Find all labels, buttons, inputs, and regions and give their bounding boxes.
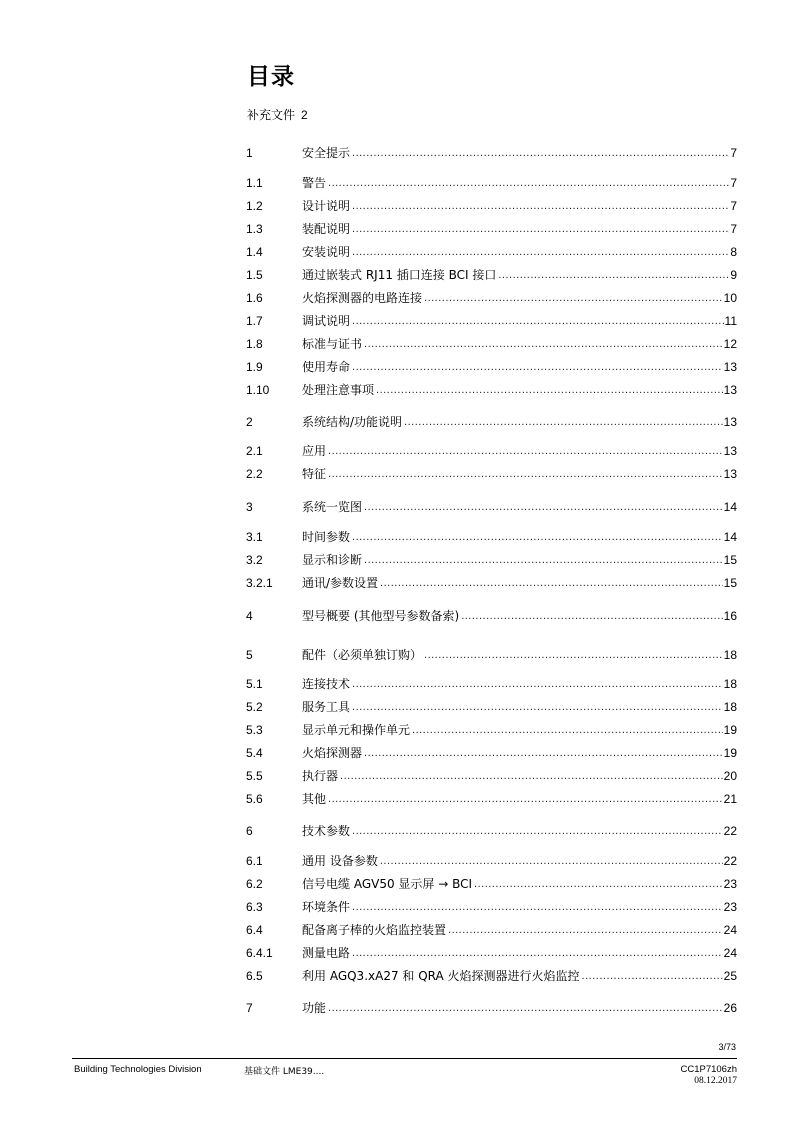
toc-entry[interactable]: [246, 608, 737, 624]
toc-entry-title: 服务工具: [302, 700, 351, 714]
toc-entry-number: 6.2: [246, 877, 263, 891]
toc-dot-leader: [424, 647, 723, 663]
toc-entry-title: 型号概要 (其他型号参数备索): [302, 609, 460, 623]
toc-entry-page: 13: [723, 444, 737, 458]
toc-dot-leader: [328, 466, 723, 482]
toc-entry-number: 3.1: [246, 530, 263, 544]
toc-entry-title: 其他: [302, 792, 327, 806]
toc-dot-leader: [328, 791, 723, 807]
toc-dot-leader: [328, 1000, 723, 1016]
toc-entry[interactable]: [246, 244, 737, 260]
toc-entry-number: 5.5: [246, 769, 263, 783]
toc-entry-number: 1.3: [246, 222, 263, 236]
toc-dot-leader: [380, 853, 723, 869]
toc-dot-leader: [364, 499, 723, 515]
toc-entry[interactable]: [246, 722, 737, 738]
toc-entry-title: 配件（必须单独订购）: [302, 648, 423, 662]
toc-entry-title: 系统结构/功能说明: [302, 415, 403, 429]
footer-document: 基础文件 LME39....: [244, 1067, 325, 1077]
toc-entry[interactable]: [246, 745, 737, 761]
toc-dot-leader: [352, 823, 723, 839]
toc-entry-number: 1.4: [246, 245, 263, 259]
toc-entry-title: 安装说明: [302, 245, 351, 259]
toc-entry[interactable]: [246, 791, 737, 807]
toc-entry[interactable]: [246, 175, 737, 191]
footer-code: CC1P7106zh: [680, 1064, 737, 1075]
toc-entry-page: 23: [723, 877, 737, 891]
toc-entry[interactable]: [246, 647, 737, 663]
toc-entry-page: 7: [730, 222, 737, 236]
toc-entry-number: 5.3: [246, 723, 263, 737]
toc-entry-number: 1.2: [246, 199, 263, 213]
toc-entry[interactable]: [246, 945, 737, 961]
toc-entry-page: 13: [723, 383, 737, 397]
toc-entry-page: 10: [723, 291, 737, 305]
toc-entry-title: 火焰探测器的电路连接: [302, 291, 423, 305]
toc-entry-page: 24: [723, 946, 737, 960]
toc-entry-title: 应用: [302, 444, 327, 458]
toc-entry-title: 火焰探测器: [302, 746, 363, 760]
toc-dot-leader: [448, 922, 723, 938]
toc-dot-leader: [380, 575, 723, 591]
toc-entry-number: 1.10: [246, 383, 270, 397]
toc-entry-title: 环境条件: [302, 900, 351, 914]
toc-entry-page: 21: [723, 792, 737, 806]
toc-entry-number: 1.5: [246, 268, 263, 282]
toc-entry-title: 显示单元和操作单元: [302, 723, 411, 737]
toc-entry-number: 3.2: [246, 553, 263, 567]
toc-entry-page: 7: [730, 199, 737, 213]
toc-entry-title: 警告: [302, 176, 327, 190]
toc-entry-number: 7: [246, 1001, 253, 1015]
toc-entry-title: 设计说明: [302, 199, 351, 213]
toc-dot-leader: [352, 529, 723, 545]
toc-dot-leader: [352, 899, 723, 915]
toc-entry-title: 通讯/参数设置: [302, 576, 379, 590]
toc-entry[interactable]: [246, 922, 737, 938]
toc-entry-page: 25: [723, 969, 737, 983]
toc-entry-number: 6.5: [246, 969, 263, 983]
page-title: 目录: [247, 64, 295, 90]
toc-entry-number: 1.1: [246, 176, 263, 190]
toc-entry-number: 3.2.1: [246, 576, 273, 590]
toc-entry-page: 22: [723, 824, 737, 838]
supplement-label: 补充文件: [247, 108, 296, 122]
supplement-line: [247, 106, 308, 123]
toc-entry[interactable]: [246, 676, 737, 692]
toc-entry-page: 13: [723, 360, 737, 374]
toc-entry-number: 6.4: [246, 923, 263, 937]
toc-entry-number: 1.9: [246, 360, 263, 374]
toc-dot-leader: [352, 676, 723, 692]
toc-entry[interactable]: [246, 145, 737, 161]
toc-entry-page: 15: [723, 576, 737, 590]
toc-dot-leader: [461, 608, 722, 624]
toc-entry-page: 11: [724, 314, 737, 328]
toc-dot-leader: [352, 244, 729, 260]
toc-entry-number: 6.1: [246, 854, 263, 868]
toc-entry-title: 显示和诊断: [302, 553, 363, 567]
toc-entry-title: 装配说明: [302, 222, 351, 236]
toc-entry-page: 13: [723, 415, 737, 429]
toc-entry[interactable]: [246, 290, 737, 306]
toc-entry-number: 6.4.1: [246, 946, 273, 960]
toc-entry-page: 12: [723, 337, 737, 351]
toc-entry-title: 测量电路: [302, 946, 351, 960]
toc-entry[interactable]: [246, 267, 737, 283]
toc-dot-leader: [376, 382, 723, 398]
toc-entry[interactable]: [246, 699, 737, 715]
toc-entry-number: 5: [246, 648, 253, 662]
footer-rule: [72, 1058, 737, 1059]
toc-dot-leader: [412, 722, 723, 738]
toc-entry-title: 系统一览图: [302, 500, 363, 514]
toc-entry-title: 利用 AGQ3.xA27 和 QRA 火焰探测器进行火焰监控: [302, 969, 580, 983]
toc-dot-leader: [364, 336, 723, 352]
toc-entry-page: 22: [723, 854, 737, 868]
toc-entry-number: 2.2: [246, 467, 263, 481]
toc-entry-title: 功能: [302, 1001, 327, 1015]
toc-entry-number: 6: [246, 824, 253, 838]
toc-entry-number: 2.1: [246, 444, 263, 458]
toc-entry-page: 15: [723, 553, 737, 567]
toc-entry-number: 3: [246, 500, 253, 514]
footer-date: 08.12.2017: [694, 1076, 737, 1086]
toc-entry-page: 18: [723, 700, 737, 714]
toc-entry-page: 7: [730, 176, 737, 190]
toc-entry[interactable]: [246, 359, 737, 375]
toc-entry-title: 连接技术: [302, 677, 351, 691]
footer-division: Building Technologies Division: [74, 1064, 202, 1075]
toc-entry-number: 5.4: [246, 746, 263, 760]
toc-entry-title: 安全提示: [302, 146, 351, 160]
toc-entry[interactable]: [246, 899, 737, 915]
toc-dot-leader: [498, 267, 729, 283]
toc-entry-page: 20: [723, 769, 737, 783]
toc-entry-title: 标准与证书: [302, 337, 363, 351]
toc-entry[interactable]: [246, 466, 737, 482]
toc-entry[interactable]: [246, 499, 737, 515]
toc-entry-number: 5.6: [246, 792, 263, 806]
toc-entry-page: 7: [730, 146, 737, 160]
toc-dot-leader: [364, 552, 723, 568]
toc-dot-leader: [352, 145, 729, 161]
toc-entry-page: 19: [723, 723, 737, 737]
toc-entry[interactable]: [246, 382, 737, 398]
toc-entry-page: 24: [723, 923, 737, 937]
toc-entry-number: 1.6: [246, 291, 263, 305]
toc-entry-number: 4: [246, 609, 253, 623]
toc-entry-title: 调试说明: [302, 314, 351, 328]
toc-entry[interactable]: [246, 198, 737, 214]
toc-entry[interactable]: [246, 1000, 737, 1016]
toc-dot-leader: [352, 359, 723, 375]
toc-entry-number: 6.3: [246, 900, 263, 914]
toc-entry-title: 技术参数: [302, 824, 351, 838]
toc-entry[interactable]: [246, 443, 737, 459]
toc-entry[interactable]: [246, 552, 737, 568]
toc-dot-leader: [352, 699, 723, 715]
toc-dot-leader: [352, 945, 723, 961]
toc-dot-leader: [424, 290, 723, 306]
toc-entry-page: 14: [723, 500, 737, 514]
toc-entry-title: 时间参数: [302, 530, 351, 544]
toc-entry-title: 执行器: [302, 769, 339, 783]
toc-entry-page: 13: [723, 467, 737, 481]
toc-entry[interactable]: [246, 876, 737, 892]
toc-entry[interactable]: [246, 768, 737, 784]
toc-entry-number: 5.2: [246, 700, 263, 714]
toc-entry-page: 23: [723, 900, 737, 914]
toc-dot-leader: [474, 876, 723, 892]
toc-entry-page: 26: [723, 1001, 737, 1015]
toc-entry-title: 信号电缆 AGV50 显示屏 → BCI: [302, 877, 473, 891]
toc-dot-leader: [352, 198, 729, 214]
toc-entry-page: 9: [730, 268, 737, 282]
toc-entry-title: 使用寿命: [302, 360, 351, 374]
toc-entry-page: 18: [723, 677, 737, 691]
toc-entry-page: 18: [723, 648, 737, 662]
toc-dot-leader: [364, 745, 723, 761]
toc-entry-number: 1.7: [246, 314, 263, 328]
toc-entry-title: 配备离子棒的火焰监控装置: [302, 923, 447, 937]
toc-dot-leader: [352, 221, 729, 237]
toc-entry[interactable]: [246, 575, 737, 591]
toc-entry-page: 8: [730, 245, 737, 259]
toc-entry[interactable]: [246, 968, 737, 984]
toc-entry-title: 通用 设备参数: [302, 854, 378, 868]
toc-entry-number: 2: [246, 415, 253, 429]
toc-entry[interactable]: [246, 529, 737, 545]
toc-dot-leader: [340, 768, 723, 784]
toc-entry[interactable]: [246, 221, 737, 237]
supplement-page: 2: [301, 108, 308, 122]
toc-entry-page: 14: [723, 530, 737, 544]
toc-entry-title: 特征: [302, 467, 327, 481]
toc-entry[interactable]: [246, 313, 737, 329]
toc-entry[interactable]: [246, 853, 737, 869]
toc-entry[interactable]: [246, 414, 737, 430]
toc-dot-leader: [328, 175, 729, 191]
toc-entry-number: 1.8: [246, 337, 263, 351]
toc-entry-title: 处理注意事项: [302, 383, 375, 397]
toc-entry-page: 16: [723, 609, 737, 623]
toc-entry[interactable]: [246, 336, 737, 352]
toc-entry-page: 19: [723, 746, 737, 760]
toc-entry-title: 通过嵌装式 RJ11 插口连接 BCI 接口: [302, 268, 497, 282]
toc-entry[interactable]: [246, 823, 737, 839]
toc-dot-leader: [582, 968, 723, 984]
page-number: 3/73: [718, 1042, 736, 1052]
toc-dot-leader: [404, 414, 723, 430]
toc-entry-number: 5.1: [246, 677, 263, 691]
toc-entry-number: 1: [246, 146, 253, 160]
toc-dot-leader: [352, 313, 724, 329]
toc-dot-leader: [328, 443, 723, 459]
